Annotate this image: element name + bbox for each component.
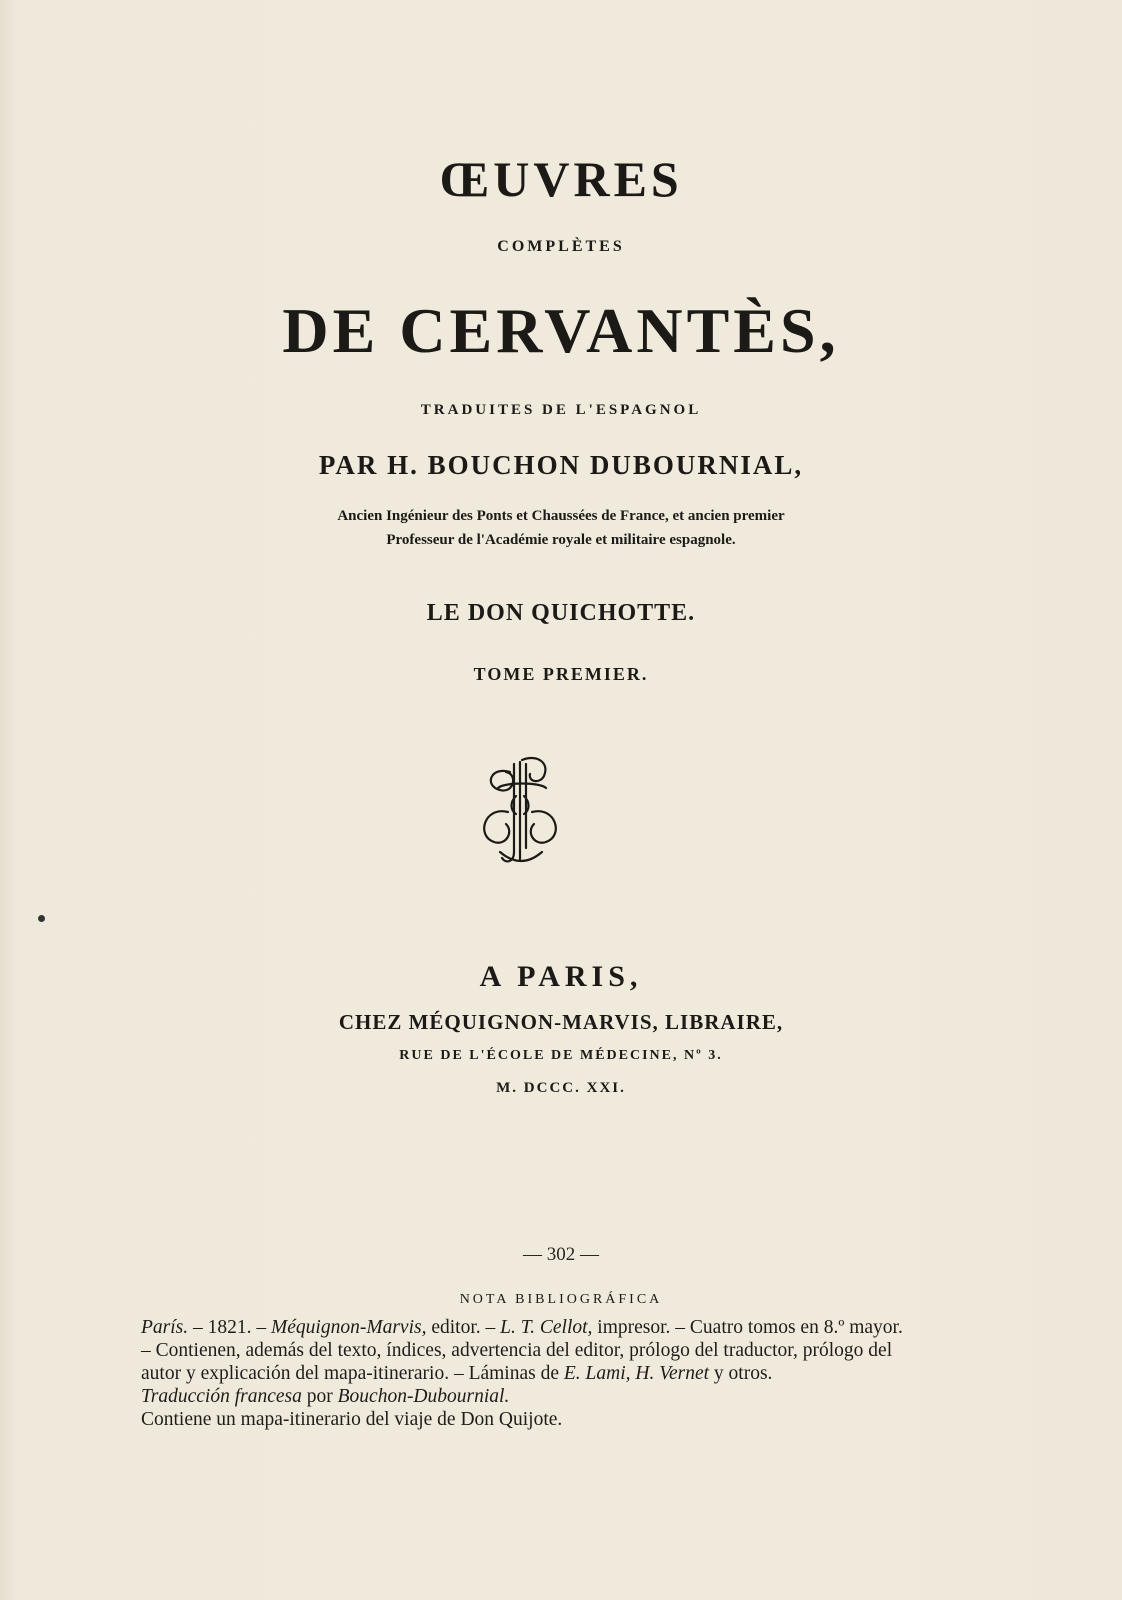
title-author: DE CERVANTÈS, xyxy=(282,295,840,366)
translator-credentials xyxy=(0,504,1122,552)
bibliographic-note xyxy=(141,1316,911,1431)
note-editor: Méquignon-Marvis, xyxy=(271,1317,427,1338)
note-translator: Bouchon-Dubournial. xyxy=(337,1386,510,1407)
note-printer: L. T. Cellot, xyxy=(500,1317,593,1338)
nota-heading: NOTA BIBLIOGRÁFICA xyxy=(459,1292,663,1307)
note-text: – 1821. – xyxy=(188,1317,272,1338)
note-text: editor. – xyxy=(426,1317,501,1338)
imprint-address: RUE DE L'ÉCOLE DE MÉDECINE, Nº 3. xyxy=(399,1048,723,1063)
volume-label: TOME PREMIER. xyxy=(473,664,649,684)
credentials-line-1: Ancien Ingénieur des Ponts et Chaussées de France, et ancien premier xyxy=(337,508,785,524)
note-text: impresor. – Cuatro tomos en 8.º mayor. – Contienen, además del texto, índices, advertencia del editor, prólogo del traductor, prólogo del autor y explicación del mapa-itinerario. – Láminas de xyxy=(141,1317,903,1384)
note-paragraph-3: Contiene un mapa-itinerario del viaje de Don Quijote. xyxy=(141,1409,563,1430)
note-paragraph-2 xyxy=(141,1385,911,1408)
imprint-publisher: CHEZ MÉQUIGNON-MARVIS, LIBRAIRE, xyxy=(338,1010,784,1034)
note-text: por xyxy=(301,1386,338,1407)
note-place: París. xyxy=(141,1317,189,1338)
imprint-city: A PARIS, xyxy=(479,960,643,993)
title-main: ŒUVRES xyxy=(439,151,683,207)
note-illustrators: E. Lami, H. Vernet xyxy=(563,1363,710,1384)
translated-line: TRADUITES DE L'ESPAGNOL xyxy=(420,402,702,418)
note-paragraph-1 xyxy=(141,1316,911,1385)
monogram-icon xyxy=(470,752,570,870)
title-sub: COMPLÈTES xyxy=(497,238,625,255)
note-text: y otros. xyxy=(709,1363,773,1384)
credentials-line-2: Professeur de l'Académie royale et militaire espagnole. xyxy=(386,532,736,548)
note-translation: Traducción francesa xyxy=(141,1386,302,1407)
ink-dot xyxy=(38,915,45,922)
work-title: LE DON QUICHOTTE. xyxy=(426,600,696,626)
page-number: — 302 — xyxy=(523,1244,599,1265)
translator-line: PAR H. BOUCHON DUBOURNIAL, xyxy=(318,450,804,480)
imprint-year: M. DCCC. XXI. xyxy=(496,1080,626,1096)
